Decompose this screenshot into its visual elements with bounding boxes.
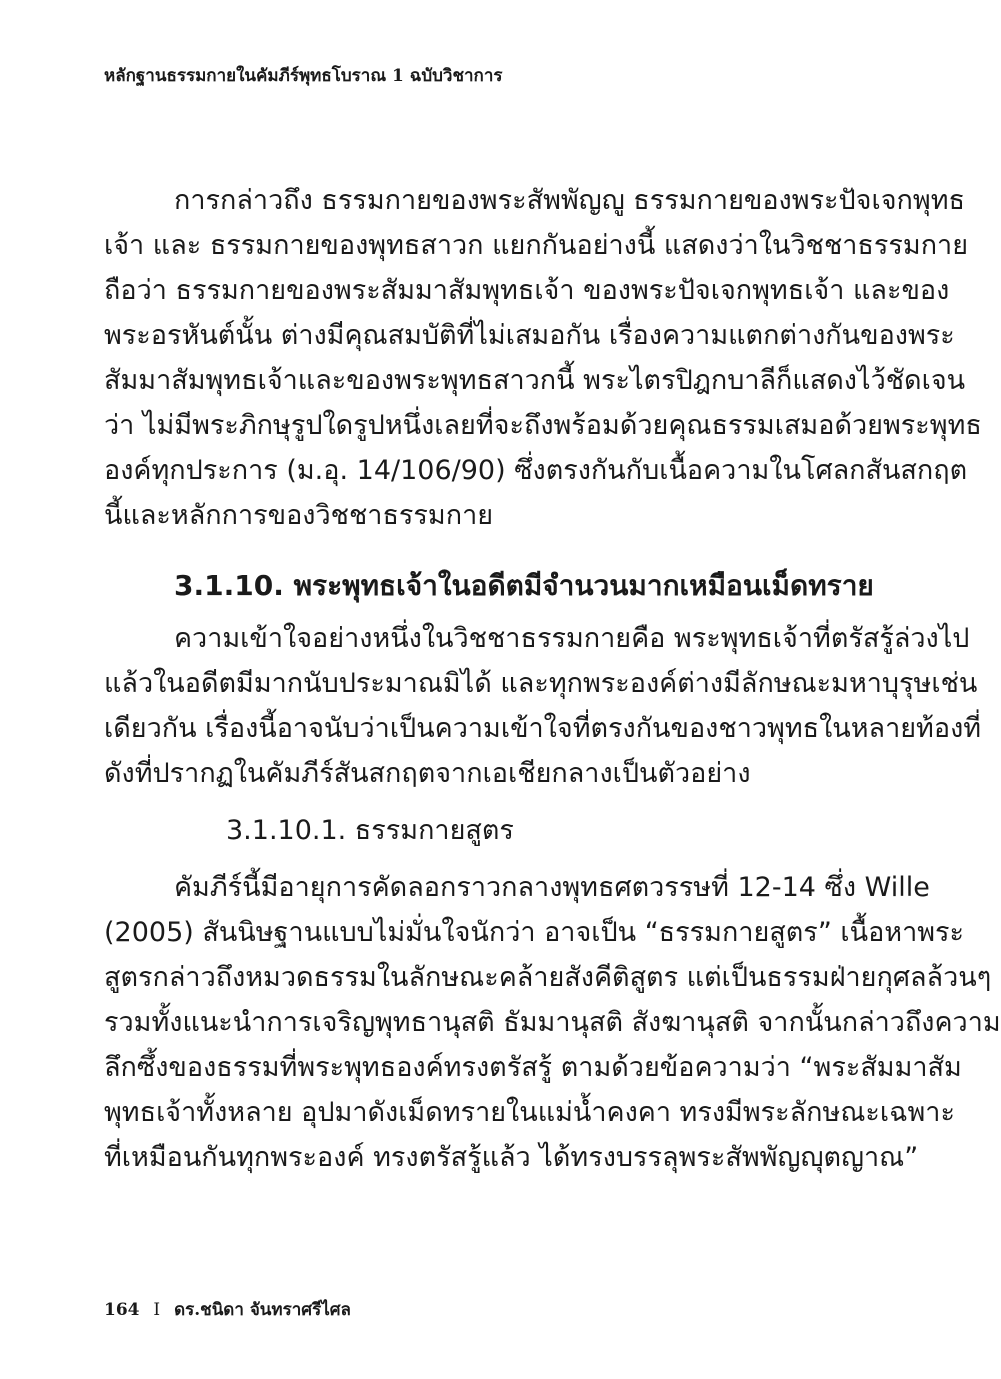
author-name: ดร.ชนิดา จันทราศรีไศล	[174, 1300, 351, 1320]
text-line: พุทธเจ้าทั้งหลาย อุปมาดังเม็ดทรายในแม่น้ำคงคา ทรงมีพระลักษณะเฉพาะ	[104, 1097, 955, 1128]
text-line: คัมภีร์นี้มีอายุการคัดลอกราวกลางพุทธศตวรรษที่ 12-14 ซึ่ง Wille	[174, 872, 930, 903]
text-line: การกล่าวถึง ธรรมกายของพระสัพพัญญู ธรรมกายของพระปัจเจกพุทธ	[174, 185, 965, 216]
text-line: เดียวกัน เรื่องนี้อาจนับว่าเป็นความเข้าใจที่ตรงกันของชาวพุทธในหลายท้องที่	[104, 713, 982, 744]
text-line: รวมทั้งแนะนำการเจริญพุทธานุสติ ธัมมานุสติ สังฆานุสติ จากนั้นกล่าวถึงความ	[104, 1007, 1001, 1038]
text-line: (2005) สันนิษฐานแบบไม่มั่นใจนักว่า อาจเป็น “ธรรมกายสูตร” เนื้อหาพระ	[104, 917, 965, 948]
text-line: สัมมาสัมพุทธเจ้าและของพระพุทธสาวกนี้ พระไตรปิฎกบาลีก็แสดงไว้ชัดเจน	[104, 365, 966, 396]
text-line: ที่เหมือนกันทุกพระองค์ ทรงตรัสรู้แล้ว ได้ทรงบรรลุพระสัพพัญญุตญาณ”	[104, 1142, 919, 1173]
text-line: ดังที่ปรากฏในคัมภีร์สันสกฤตจากเอเชียกลางเป็นตัวอย่าง	[104, 758, 751, 789]
paragraph	[104, 865, 1001, 1180]
section-heading: 3.1.10. พระพุทธเจ้าในอดีตมีจำนวนมากเหมือนเม็ดทราย	[174, 569, 874, 602]
text-line: เจ้า และ ธรรมกายของพุทธสาวก แยกกันอย่างนี้ แสดงว่าในวิชชาธรรมกาย	[104, 230, 969, 261]
page-number: 164	[104, 1300, 140, 1320]
paragraph	[104, 178, 982, 538]
running-title: หลักฐานธรรมกายในคัมภีร์พุทธโบราณ 1 ฉบับวิชาการ	[104, 66, 503, 86]
text-line: ความเข้าใจอย่างหนึ่งในวิชชาธรรมกายคือ พระพุทธเจ้าที่ตรัสรู้ล่วงไป	[174, 623, 970, 654]
sub-heading: 3.1.10.1. ธรรมกายสูตร	[226, 815, 514, 846]
text-line: ถือว่า ธรรมกายของพระสัมมาสัมพุทธเจ้า ของพระปัจเจกพุทธเจ้า และของ	[104, 275, 950, 306]
text-line: ว่า ไม่มีพระภิกษุรูปใดรูปหนึ่งเลยที่จะถึงพร้อมด้วยคุณธรรมเสมอด้วยพระพุทธ	[104, 410, 982, 441]
paragraph	[104, 616, 982, 796]
text-line: ลึกซึ้งของธรรมที่พระพุทธองค์ทรงตรัสรู้ ตามด้วยข้อความว่า “พระสัมมาสัม	[104, 1052, 962, 1083]
text-line: แล้วในอดีตมีมากนับประมาณมิได้ และทุกพระองค์ต่างมีลักษณะมหาบุรุษเช่น	[104, 668, 978, 699]
text-line: องค์ทุกประการ (ม.อุ. 14/106/90) ซึ่งตรงกันกับเนื้อความในโศลกสันสกฤต	[104, 455, 968, 486]
text-line: นี้และหลักการของวิชชาธรรมกาย	[104, 500, 494, 531]
text-line: สูตรกล่าวถึงหมวดธรรมในลักษณะคล้ายสังคีติสูตร แต่เป็นธรรมฝ่ายกุศลล้วนๆ	[104, 962, 992, 993]
page-footer	[104, 1296, 351, 1323]
footer-separator: I	[153, 1300, 161, 1320]
running-header	[104, 62, 503, 89]
page-body	[104, 178, 1001, 1180]
text-line: พระอรหันต์นั้น ต่างมีคุณสมบัติที่ไม่เสมอกัน เรื่องความแตกต่างกันของพระ	[104, 320, 955, 351]
